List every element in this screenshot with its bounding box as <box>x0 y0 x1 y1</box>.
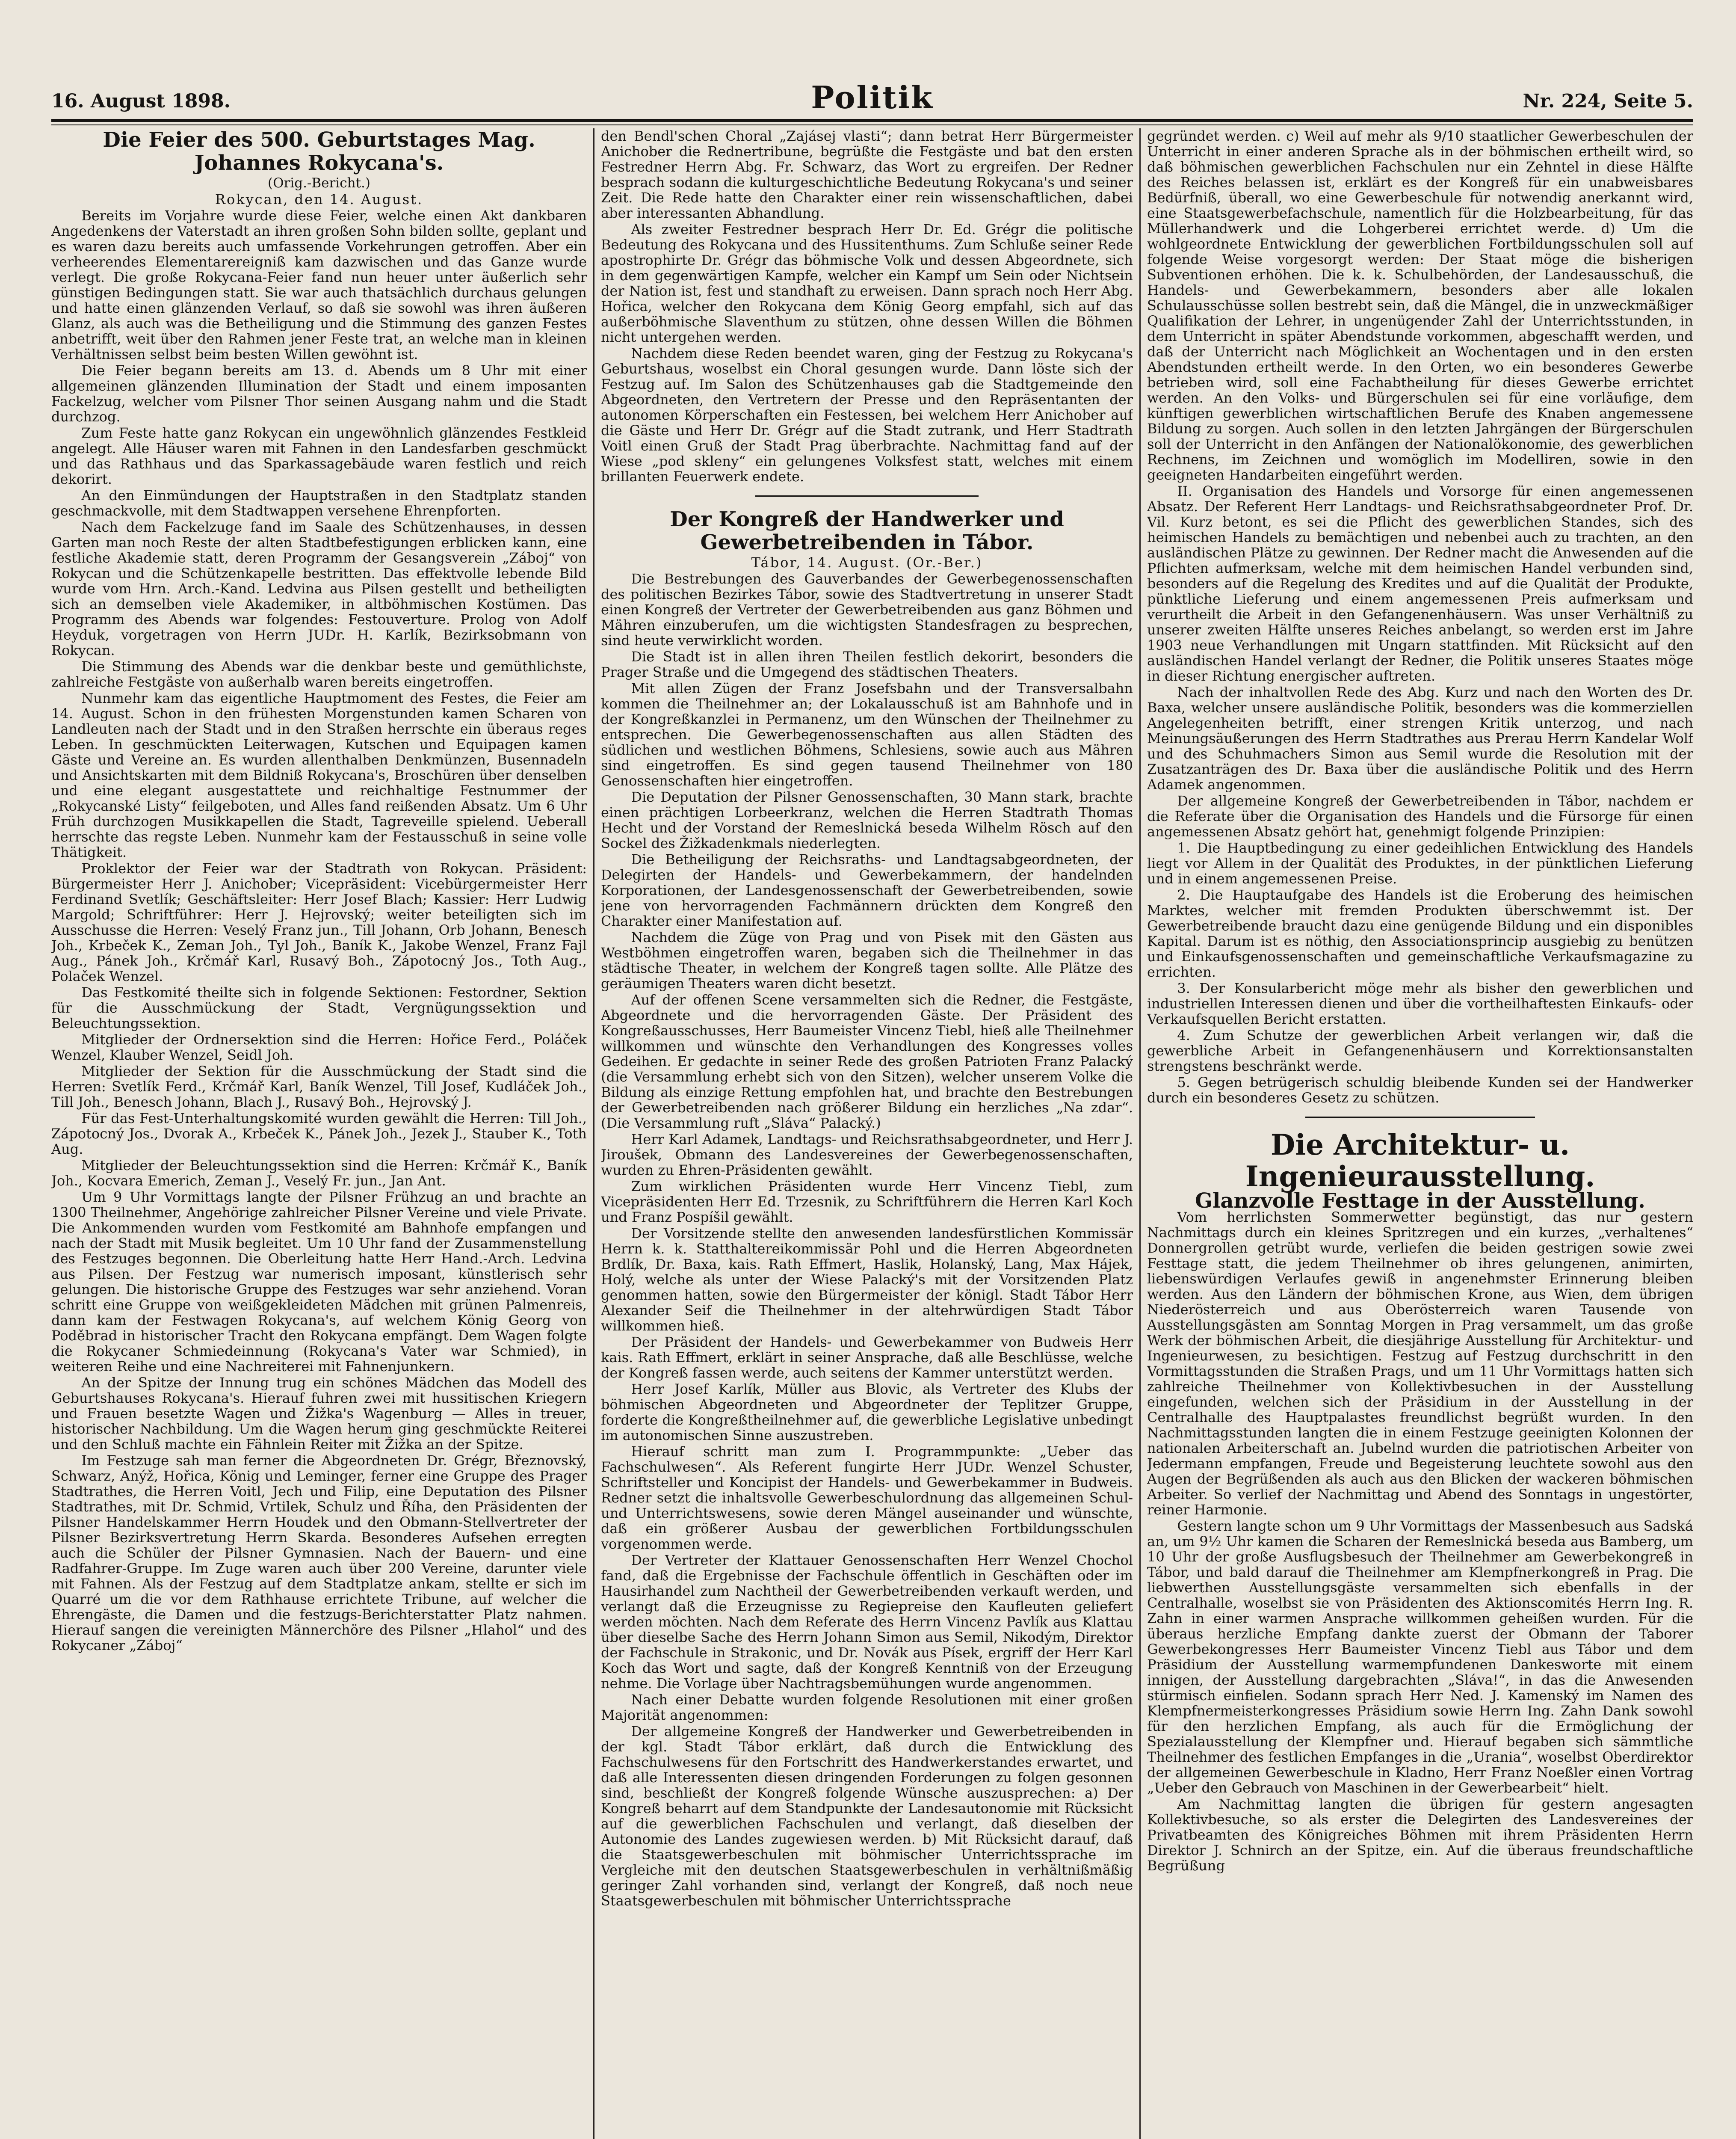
article-paragraph: Als zweiter Festredner besprach Herr Dr. Ed. Grégr die politische Bedeutung des Rokycana und des Hussitenthums. Zum Schluße seiner Rede apostrophirte Dr. Grégr das böhmische Volk und dessen Abgeordnete, sich in dem gegenwärtigen Kampfe, welcher ein Kampf um Sein oder Nichtsein der Nation ist, fest und standhaft zu erweisen. Dann sprach noch Herr Abg. Hořica, welcher den Rokycana dem König Georg empfahl, sich auf das außerböhmische Slaventhum zu stützen, ohne dessen Willen die Böhmen nicht untergehen werden. <box>601 221 1133 345</box>
issue-page-number: Nr. 224, Seite 5. <box>1523 90 1693 112</box>
article-paragraph: Nachdem diese Reden beendet waren, ging der Festzug zu Rokycana's Geburtshaus, woselbst ein Choral gesungen wurde. Dann löste sich der Festzug auf. Im Salon des Schützenhauses gab die Stadtgemeinde den Abgeordneten, den Vertretern der Presse und den Repräsentanten der autonomen Körperschaften ein Festessen, bei welchem Herr Anichober auf die Gäste und Herr Dr. Grégr auf die Stadt zutrank, und Herr Stadtrath Voitl einen Gruß der Stadt Prag überbrachte. Nachmittag fand auf der Wiese „pod skleny“ ein gelungenes Volksfest statt, welches mit einem brillanten Feuerwerk endete. <box>601 345 1133 485</box>
resolution-item: 1. Die Hauptbedingung zu einer gedeihlichen Entwicklung des Handels liegt vor Allem in der Qualität des Produktes, in der pünktlichen Lieferung und in einem angemessenen Preise. <box>1147 840 1693 887</box>
column-divider <box>1139 128 1141 2139</box>
resolution-item: 2. Die Hauptaufgabe des Handels ist die Eroberung des heimischen Marktes, welcher mit fremden Produkten überschwemmt ist. Der Gewerbetreibende braucht dazu eine genügende Bildung und ein disponibles Kapital. Darum ist es nöthig, den Associationsprincip ausgiebig zu benützen und Einkaufsgenossenschaften und gemeinschaftliche Verkaufsmagazine zu errichten. <box>1147 887 1693 980</box>
article-paragraph: Der allgemeine Kongreß der Handwerker und Gewerbetreibenden in der kgl. Stadt Tábor erklärt, daß durch die Entwicklung des Fachschulwesens für den Fortschritt des Handwerkerstandes erwartet, und daß alle Interessenten diesen dringenden Forderungen zu folgen gesonnen sind, beschließt der Kongreß folgende Wünsche auszusprechen: a) Der Kongreß beharrt auf dem Standpunkte der Landesautonomie mit Rücksicht auf die gewerblichen Fachschulen und verlangt, daß dieselben der Autonomie des Landes zugewiesen werden. b) Mit Rücksicht darauf, daß die Staatsgewerbeschulen mit böhmischer Unterrichtssprache im Vergleiche mit den deutschen Staatsgewerbeschulen in verhältnißmäßig geringer Zahl vorhanden sind, verlangt der Kongreß, daß noch neue Staatsgewerbeschulen mit böhmischer Unterrichtssprache <box>601 1723 1133 1909</box>
resolution-item: 5. Gegen betrügerisch schuldig bleibende Kunden sei der Handwerker durch ein besonderes Gesetz zu schützen. <box>1147 1074 1693 1106</box>
article-paragraph: Die Stadt ist in allen ihren Theilen festlich dekorirt, besonders die Prager Straße und die Umgegend des städtischen Theaters. <box>601 649 1133 680</box>
article-paragraph: Die Bestrebungen des Gauverbandes der Gewerbegenossenschaften des politischen Bezirkes Tábor, sowie des Stadtvertretung in unserer Stadt einen Kongreß der Vertreter der Gewerbetreibenden aus ganz Böhmen und Mähren einzuberufen, um die wichtigsten Standesfragen zu besprechen, sind heute verwirklicht worden. <box>601 571 1133 649</box>
article-paragraph: Hierauf schritt man zum I. Programmpunkte: „Ueber das Fachschulwesen“. Als Referent fungirte Herr JUDr. Wenzel Schuster, Schriftsteller und Koncipist der Handels- und Gewerbekammer in Budweis. Redner setzt die inhaltsvolle Gewerbeschulordnung das allgemeinen Schul- und Unterrichtswesens, sowie deren Mängel auseinander und wünschte, daß ein größerer Ausbau der gewerblichen Fortbildungsschulen vorgenommen werde. <box>601 1443 1133 1552</box>
resolution-item: 3. Der Konsularbericht möge mehr als bisher den gewerblichen und industriellen Interessen dienen und über die vortheilhaftesten Einkaufs- oder Verkaufsquellen Bericht erstatten. <box>1147 980 1693 1027</box>
article-paragraph: Herr Karl Adamek, Landtags- und Reichsrathsabgeordneter, und Herr J. Jiroušek, Obmann des Landesvereines der Gewerbegenossenschaften, wurden zu Ehren-Präsidenten gewählt. <box>601 1131 1133 1178</box>
article-paragraph: Das Festkomité theilte sich in folgende Sektionen: Festordner, Sektion für die Ausschmückung der Stadt, Vergnügungssektion und Beleuchtungssektion. <box>51 984 587 1031</box>
article-paragraph: Nach einer Debatte wurden folgende Resolutionen mit einer großen Majorität angenommen: <box>601 1692 1133 1723</box>
article-paragraph: Nachdem die Züge von Prag und von Pisek mit den Gästen aus Westböhmen eingetroffen waren, begaben sich die Theilnehmer in das städtische Theater, in welchem der Kongreß tagen sollte. Alle Plätze des geräumigen Theaters waren dicht besetzt. <box>601 929 1133 992</box>
article-headline: Der Kongreß der Handwerker und Gewerbetreibenden in Tábor. <box>670 507 1064 554</box>
article-paragraph: Für das Fest-Unterhaltungskomité wurden gewählt die Herren: Till Joh., Zápotocný Jos., Dvorak A., Krbeček K., Pánek Joh., Jezek J., Stauber K., Toth Aug. <box>51 1110 587 1157</box>
article-paragraph: Der allgemeine Kongreß der Gewerbetreibenden in Tábor, nachdem er die Referate über die Organisation des Handels und die Fürsorge für einen angemessenen Absatz gehört hat, genehmigt folgende Prinzipien: <box>1147 793 1693 840</box>
article-paragraph: Der Vertreter der Klattauer Genossenschaften Herr Wenzel Chochol fand, daß die Ergebnisse der Fachschule öffentlich in Geschäften oder im Hausirhandel zum Nachtheil der Gewerbetreibenden verkauft werden, und verlangt daß die Erzeugnisse zu Regiepreise den Kaufleuten geliefert werden möchten. Nach dem Referate des Herrn Vincenz Pavlík aus Klattau über dieselbe Sache des Herrn Johann Simon aus Semil, Nikodým, Direktor der Fachschule in Strakonic, und Dr. Novák aus Písek, ergriff der Herr Karl Koch das Wort und sagte, daß der Kongreß Kenntniß von der Erzeugung nehme. Die Vorlage über Nachtragsbemühungen wurde angenommen. <box>601 1552 1133 1692</box>
article-paragraph: Mitglieder der Beleuchtungssektion sind die Herren: Krčmář K., Baník Joh., Kocvara Emerich, Zeman J., Veselý Fr. jun., Jan Ant. <box>51 1157 587 1189</box>
article-paragraph: Die Stimmung des Abends war die denkbar beste und gemüthlichste, zahlreiche Festgäste von außerhalb waren bereits eingetroffen. <box>51 658 587 690</box>
column-1 <box>51 128 587 2139</box>
article-paragraph: Mitglieder der Ordnersektion sind die Herren: Hořice Ferd., Poláček Wenzel, Klauber Wenzel, Seidl Joh. <box>51 1031 587 1063</box>
article-paragraph: Die Betheiligung der Reichsraths- und Landtagsabgeordneten, der Delegirten der Handels- und Gewerbekammern, der handelnden Korporationen, der Landesgenossenschaft der Gewerbetreibenden, sowie jene von hervorragenden Fachmännern drückten dem Kongreß den Charakter einer Manifestation auf. <box>601 851 1133 929</box>
article-paragraph: Der Vorsitzende stellte den anwesenden landesfürstlichen Kommissär Herrn k. k. Statthaltereikommissär Pohl und die Herren Abgeordneten Brdlík, Dr. Baxa, kais. Rath Effmert, Haslik, Holanský, Lang, Max Hájek, Holý, welche als unter der Wiese Palacký's mit der Vorsitzenden Platz genommen hatten, sowie den Bürgermeister der königl. Stadt Tábor Herr Alexander Seif die Theilnehmer in der altehrwürdigen Stadt Tábor willkommen hieß. <box>601 1225 1133 1334</box>
article-paragraph: Die Deputation der Pilsner Genossenschaften, 30 Mann stark, brachte einen prächtigen Lorbeerkranz, welchen die Herren Stadtrath Thomas Hecht und der Vorstand der Remeslnická beseda Wilhelm Rösch auf den Sockel des Žižkadenkmals niederlegten. <box>601 789 1133 851</box>
article-paragraph: Vom herrlichsten Sommerwetter begünstigt, das nur gestern Nachmittags durch ein kleines Spritzregen und ein kurzes, „verhaltenes“ Donnergrollen getrübt wurde, verliefen die beiden gestrigen sowie zwei Festtage statt, die jedem Theilnehmer ob ihres gelungenen, animirten, liebenswürdigen Verlaufes gewiß in angenehmster Erinnerung bleiben werden. Aus den Ländern der böhmischen Krone, aus Wien, dem übrigen Niederösterreich und aus Oberösterreich waren Tausende von Ausstellungsgästen am Sonntag Morgen in Prag versammelt, um das große Werk der böhmischen Arbeit, die diesjährige Ausstellung für Architektur- und Ingenieurwesen, zu besichtigen. Festzug auf Festzug durchschritt in den Vormittagsstunden die Straßen Prags, und um 11 Uhr Vormittags hatten sich zahlreiche Theilnehmer von Kollektivbesuchen in der Ausstellung eingefunden, welchen sich der Präsidium in der Ausstellung in der Centralhalle des Hauptpalastes freundlichst begrüßt wurden. In den Nachmittagsstunden langten die in einem Festzuge geeinigten Kolonnen der nationalen Arbeiterschaft an. Jubelnd wurden die patriotischen Arbeiter von Jedermann empfangen, Freude und Begeisterung leuchtete sowohl aus den Augen der Begrüßenden als auch aus den Blicken der wackeren böhmischen Arbeiter. So verlief der Nachmittag und Abend des Sonntags in ungestörter, reiner Harmonie. <box>1147 1209 1693 1518</box>
article-paragraph: Gestern langte schon um 9 Uhr Vormittags der Massenbesuch aus Sadská an, um 9½ Uhr kamen die Scharen der Remeslnická beseda aus Bamberg, um 10 Uhr der große Ausflugsbesuch der Theilnehmer am Gewerbekongreß in Tábor, und bald darauf die Theilnehmer am Klempfnerkongreß in Prag. Die liebwerthen Ausstellungsgäste versammelten sich ebenfalls in der Centralhalle, woselbst sie von Präsidenten des Aktionscomités Herrn Ing. R. Zahn in einer warmen Ansprache willkommen geheißen wurden. Für die überaus herzliche Empfang dankte zuerst der Obmann der Taborer Gewerbekongresses Herr Baumeister Vincenz Tiebl aus Tábor und dem Präsidium der Ausstellung warmempfundenen Dankesworte mit einem innigen, der Ausstellung dargebrachten „Sláva!“, in das die Anwesenden stürmisch einfielen. Sodann sprach Herr Ned. J. Kamenský im Namen des Klempfnermeisterkongresses Präsidium sowie Herrn Ing. Zahn Dank sowohl für den herzlichen Empfang, als auch für die Ermöglichung der Spezialausstellung der Klempfner und. Hierauf begaben sich sämmtliche Theilnehmer des festlichen Empfanges in die „Urania“, woselbst Oberdirektor der allgemeinen Gewerbeschule in Kladno, Herr Franz Noeßler einen Vortrag „Ueber den Gebrauch von Maschinen in der Gewerbearbeit“ hielt. <box>1147 1518 1693 1796</box>
article-paragraph: Zum Feste hatte ganz Rokycan ein ungewöhnlich glänzendes Festkleid angelegt. Alle Häuser waren mit Fahnen in den Landesfarben geschmückt und das Rathhaus und das Sparkassagebäude waren festlich und reich dekorirt. <box>51 425 587 487</box>
article-paragraph: Mit allen Zügen der Franz Josefsbahn und der Transversalbahn kommen die Theilnehmer an; der Lokalausschuß ist am Bahnhofe und in der Kongreßkanzlei in Permanenz, um den Wünschen der Theilnehmer zu entsprechen. Die Gewerbegenossenschaften aus allen Städten des südlichen und westlichen Böhmens, Schlesiens, sowie auch aus Mähren sind eingetroffen. Es sind gegen tausend Theilnehmer von 180 Genossenschaften hier eingetroffen. <box>601 680 1133 789</box>
article-headline: Die Feier des 500. Geburtstages Mag. Johannes Rokycana's. <box>103 128 535 175</box>
article-paragraph: Mitglieder der Sektion für die Ausschmückung der Stadt sind die Herren: Svetlík Ferd., Krčmář Karl, Baník Wenzel, Till Josef, Kudláček Joh., Till Joh., Benesch Johann, Blach J., Rusavý Boh., Hejrovský J. <box>51 1063 587 1110</box>
article-dateline: Tábor, 14. August. (Or.-Ber.) <box>751 554 983 571</box>
article-paragraph: Herr Josef Karlík, Müller aus Blovic, als Vertreter des Klubs der böhmischen Abgeordneten und Abgeordneter der Teplitzer Gruppe, forderte die Kongreßtheilnehmer auf, die gewerbliche Legislative unbedingt im autonomischen Sinne auszustreben. <box>601 1381 1133 1443</box>
article-paragraph: Am Nachmittag langten die übrigen für gestern angesagten Kollektivbesuche, so als erster die Delegirten des Landesvereines der Privatbeamten des Königreiches Böhmen mit ihrem Präsidenten Herrn Direktor J. Schnirch an der Spitze, ein. Auf die überaus freundschaftliche Begrüßung <box>1147 1796 1693 1874</box>
article-paragraph: den Bendl'schen Choral „Zajásej vlasti“; dann betrat Herr Bürgermeister Anichober die Rednertribune, begrüßte die Festgäste und bat den ersten Festredner Herrn Abg. Fr. Schwarz, das Wort zu ergreifen. Der Redner besprach sodann die kulturgeschichtliche Bedeutung Rokycana's und seiner Zeit. Die Rede hatte den Charakter einer rein wissenschaftlichen, dabei aber interessanten Abhandlung. <box>601 128 1133 221</box>
masthead-rule-thin <box>51 124 1693 125</box>
article-paragraph: Nach der inhaltvollen Rede des Abg. Kurz und nach den Worten des Dr. Baxa, welcher unsere ausländische Politik, besonders was die kommerziellen Angelegenheiten betrifft, einer strengen Kritik unterzog, und nach Meinungsäußerungen des Herrn Stadtrathes aus Prerau Herrn Kandelar Wolf und des Schuhmachers Simon aus Semil wurde die Resolution mit der Zusatzanträgen des Dr. Baxa über die ausländische Politik und des Herrn Adamek angenommen. <box>1147 684 1693 793</box>
resolution-item: 4. Zum Schutze der gewerblichen Arbeit verlangen wir, daß die gewerbliche Arbeit in Gefangenenhäusern und Korrektionsanstalten strengstens beschränkt werde. <box>1147 1027 1693 1074</box>
article-divider <box>1305 1117 1535 1118</box>
article-paragraph: Die Feier begann bereits am 13. d. Abends um 8 Uhr mit einer allgemeinen glänzenden Illumination der Stadt und einem imposanten Fackelzug, welcher vom Pilsner Thor seinen Ausgang nahm und die Stadt durchzog. <box>51 362 587 425</box>
article-paragraph: Um 9 Uhr Vormittags langte der Pilsner Frühzug an und brachte an 1300 Theilnehmer, Angehörige zahlreicher Pilsner Vereine und viele Private. Die Ankommenden wurden vom Festkomité am Bahnhofe empfangen und nach der Stadt mit Musik begleitet. Um 10 Uhr fand der Zusammenstellung des Festzuges begonnen. Die Oberleitung hatte Herr Hand.-Arch. Ledvina aus Pilsen. Der Festzug war numerisch imposant, künstlerisch sehr gelungen. Die historische Gruppe des Festzuges war sehr anziehend. Voran schritt eine Gruppe von weißgekleideten Mädchen mit grünen Palmenreis, dann kam der Festwagen Rokycana's, auf welchem König Georg von Poděbrad in historischer Tracht den Rokycana empfängt. Dem Wagen folgte die Rokycaner Schmiedeinnung (Rokycana's Vater war Schmied), in weiteren Reihe und eine Nachreiterei mit Fahnenjunkern. <box>51 1189 587 1375</box>
article-headline: Die Architektur- u. Ingenieurausstellung. <box>1245 1128 1595 1193</box>
section-title: Politik <box>811 79 934 116</box>
masthead <box>51 79 1693 120</box>
article-paragraph: Bereits im Vorjahre wurde diese Feier, welche einen Akt dankbaren Angedenkens der Vaterstadt an ihren großen Sohn bilden sollte, geplant und es waren dazu bereits auch umfassende Vorkehrungen getroffen. Aber ein verheerendes Elementarereigniß kam dazwischen und das Ganze wurde verlegt. Die große Rokycana-Feier fand nun heuer unter äußerlich sehr günstigen Bedingungen statt. Sie war auch thatsächlich durchaus gelungen und hatte einen glänzenden Verlauf, so daß sie sowohl was ihren äußeren Glanz, als auch was die Betheiligung und die Stimmung des ganzen Festes anbetrifft, weit über den Rahmen jener Feste trat, an welche man in kleinen Verhältnissen selbst beim besten Willen gewöhnt ist. <box>51 207 587 362</box>
article-paragraph: Im Festzuge sah man ferner die Abgeordneten Dr. Grégr, Březnovský, Schwarz, Anýž, Hořica, König und Leminger, ferner eine Gruppe des Prager Stadtrathes, die Herren Voitl, Jech und Filip, eine Deputation des Pilsner Stadtrathes, mit Dr. Schmid, Vrtilek, Schulz und Říha, den Präsidenten der Pilsner Handelskammer Herrn Houdek und den Obmann-Stellvertreter der Pilsner Bezirksvertretung Herrn Skarda. Besonderes Aufsehen erregten auch die Schüler der Pilsner Gymnasien. Nach der Bauern- und eine Radfahrer-Gruppe. Im Zuge waren auch über 200 Vereine, darunter viele mit Fahnen. Als der Festzug auf dem Stadtplatze ankam, stellte er sich im Quarré um die vor dem Rathhause errichtete Tribune, auf welcher die Ehrengäste, die Damen und die festzugs-Berichterstatter Platz nahmen. Hierauf sangen die vereinigten Männerchöre des Pilsner „Hlahol“ und des Rokycaner „Záboj“ <box>51 1452 587 1653</box>
article-paragraph: gegründet werden. c) Weil auf mehr als 9/10 staatlicher Gewerbeschulen der Unterricht in einer anderen Sprache als in der böhmischen ertheilt wird, so daß böhmischen gewerblichen Fachschulen nur ein Zehntel in diese Hälfte des Reiches belassen ist, erklärt es der Kongreß für ein unabweisbares Bedürfniß, überall, wo eine Gewerbeschule für notwendig anerkannt wird, eine Staatsgewerbefachschule, namentlich für die Holzbearbeitung, für das Müllerhandwerk und die Lohgerberei errichtet werde. d) Um die wohlgeordnete Entwicklung der gewerblichen Fortbildungsschulen soll auf folgende Weise vorgesorgt werden: Der Staat möge die bisherigen Subventionen erhöhen. Die k. k. Schulbehörden, der Landesausschuß, die Handels- und Gewerbekammern, besonders aber alle lokalen Schulausschüsse sollen bestrebt sein, daß die Mängel, die in unzweckmäßiger Qualifikation der Lehrer, in ungenügender Zahl der Unterrichtsstunden, in dem Unterricht in später Abendstunde vorkommen, abgeschafft werden, und daß der Unterricht nach Möglichkeit an Wochentagen und in den ersten Abendstunden ertheilt werde. In den Orten, wo ein besonderes Gewerbe betrieben wird, soll eine Fachabtheilung für dieses Gewerbe errichtet werden. An den Volks- und Bürgerschulen sei für eine vorläufige, dem künftigen gewerblichen wirtschaftlichen Berufe des Knaben angemessene Bildung zu sorgen. Auch sollen in den letzten Jahrgängen der Bürgerschulen soll der Unterricht in den Anfängen der Nationalökonomie, des gewerblichen Rechnens, im Zeichnen und womöglich im Modelliren, sowie in den geeigneten Handarbeiten eingeführt werden. <box>1147 128 1693 483</box>
article-paragraph: Nach dem Fackelzuge fand im Saale des Schützenhauses, in dessen Garten man noch Reste der alten Stadtbefestigungen erblicken kann, eine festliche Akademie statt, deren Programm der Gesangsverein „Záboj“ von Rokycan und die Schützenkapelle bestritten. Das effektvolle lebende Bild wurde vom Hrn. Arch.-Kand. Ledvina aus Pilsen gestellt und betheiligten sich an demselben viele Akademiker, in altböhmischen Kostümen. Das Programm des Abends war folgendes: Festouverture. Prolog von Adolf Heyduk, vorgetragen von Herrn JUDr. H. Karlík, Bezirksobmann von Rokycan. <box>51 519 587 658</box>
article-paragraph: Proklektor der Feier war der Stadtrath von Rokycan. Präsident: Bürgermeister Herr J. Anichober; Vicepräsident: Vicebürgermeister Herr Ferdinand Svetlík; Geschäftsleiter: Herr Josef Blach; Kassier: Herr Ludwig Margold; Schriftführer: Herr J. Hejrovský; weiter beteiligten sich im Ausschusse die Herren: Veselý Franz jun., Till Johann, Orb Johann, Benesch Joh., Krbeček K., Zeman Joh., Tyl Joh., Baník K., Jakobe Wenzel, Franz Fajl Aug., Pánek Joh., Krčmář Karl, Rusavý Boh., Zápotocný Jos., Toth Aug., Polaček Wenzel. <box>51 860 587 984</box>
article-paragraph: Nunmehr kam das eigentliche Hauptmoment des Festes, die Feier am 14. August. Schon in den frühesten Morgenstunden kamen Scharen von Landleuten nach der Stadt und in den Straßen herrschte ein überaus reges Leben. In geschmückten Leiterwagen, Kutschen und Equipagen kamen Gäste und Vereine an. Es wurden allenthalben Denkmünzen, Busennadeln und Ansichtskarten mit dem Bildniß Rokycana's, Broschüren über denselben und eine elegant ausgestattete und reichhaltige Festnummer der „Rokycanské Listy“ feilgeboten, und Alles fand reißenden Absatz. Um 6 Uhr Früh durchzogen Musikkapellen die Stadt, Tagreveille spielend. Ueberall herrschte das regste Leben. Nunmehr kam der Festausschuß in seine volle Thätigkeit. <box>51 690 587 860</box>
column-divider <box>593 128 594 2139</box>
article-subhead: Glanzvolle Festtage in der Ausstellung. <box>1195 1189 1645 1213</box>
article-source: (Orig.-Bericht.) <box>267 175 370 191</box>
article-paragraph: Zum wirklichen Präsidenten wurde Herr Vincenz Tiebl, zum Vicepräsidenten Herr Ed. Trzesnik, zu Schriftführern die Herren Karl Koch und Franz Pospíšil gewählt. <box>601 1178 1133 1225</box>
column-2 <box>601 128 1133 2139</box>
article-paragraph: An der Spitze der Innung trug ein schönes Mädchen das Modell des Geburtshauses Rokycana's. Hierauf fuhren zwei mit hussitischen Kriegern und Frauen besetzte Wagen und Žižka's Wagenburg — Alles in treuer, historischer Nachbildung. Um die Wagen herum ging geschmückte Reiterei und den Schluß machte ein Fähnlein Reiter mit Žižka an der Spitze. <box>51 1375 587 1452</box>
article-paragraph: Der Präsident der Handels- und Gewerbekammer von Budweis Herr kais. Rath Effmert, erklärt in seiner Ansprache, daß alle Beschlüsse, welche der Kongreß fassen werde, auch seitens der Kammer unterstützt werden. <box>601 1334 1133 1381</box>
issue-date: 16. August 1898. <box>51 90 231 112</box>
article-divider <box>755 495 979 497</box>
article-paragraph: Auf der offenen Scene versammelten sich die Redner, die Festgäste, Abgeordnete und die hervorragenden Gäste. Der Präsident des Kongreßausschusses, Herr Baumeister Vincenz Tiebl, hieß alle Theilnehmer willkommen und wünschte den Verhandlungen des Kongresses volles Gedeihen. Er gedachte in seiner Rede des großen Patrioten Franz Palacký (die Versammlung erhebt sich von den Sitzen), welcher unserem Volke die Bildung als einzige Rettung empfohlen hat, und brachte den Bestrebungen der Gewerbetreibenden nach größerer Bildung ein herzliches „Na zdar“. (Die Versammlung ruft „Sláva“ Palacký.) <box>601 992 1133 1131</box>
article-dateline: Rokycan, den 14. August. <box>215 191 423 207</box>
article-paragraph: An den Einmündungen der Hauptstraßen in den Stadtplatz standen geschmackvolle, mit dem Stadtwappen versehene Ehrenpforten. <box>51 487 587 519</box>
article-paragraph: II. Organisation des Handels und Vorsorge für einen angemessenen Absatz. Der Referent Herr Landtags- und Reichsrathsabgeordneter Prof. Dr. Vil. Kurz betont, es sei die Pflicht des gewerblichen Standes, sich des heimischen Handels zu bemächtigen und nebenbei auch zu trachten, an den ausländischen Plätze zu gewinnen. Der Redner macht die Anwesenden auf die Pflichten aufmerksam, welche mit dem heimischen Handel verbunden sind, besonders auf die Regelung des Kredites und auf die Qualität der Produkte, pünktliche Lieferung und einem angemessenen Preis aufmerksam und verurtheilt die Arbeit in den Gefangenenhäusern. Was unser Verhältniß zu unserer zweiten Hälfte unseres Reiches anbelangt, so werden erst im Jahre 1903 neue Verhandlungen mit Ungarn stattfinden. Mit Rücksicht auf den ausländischen Handel verlangt der Redner, die Politik unseres Staates möge in dieser Richtung energischer auftreten. <box>1147 483 1693 684</box>
column-3 <box>1147 128 1693 2139</box>
masthead-rule <box>51 119 1693 122</box>
